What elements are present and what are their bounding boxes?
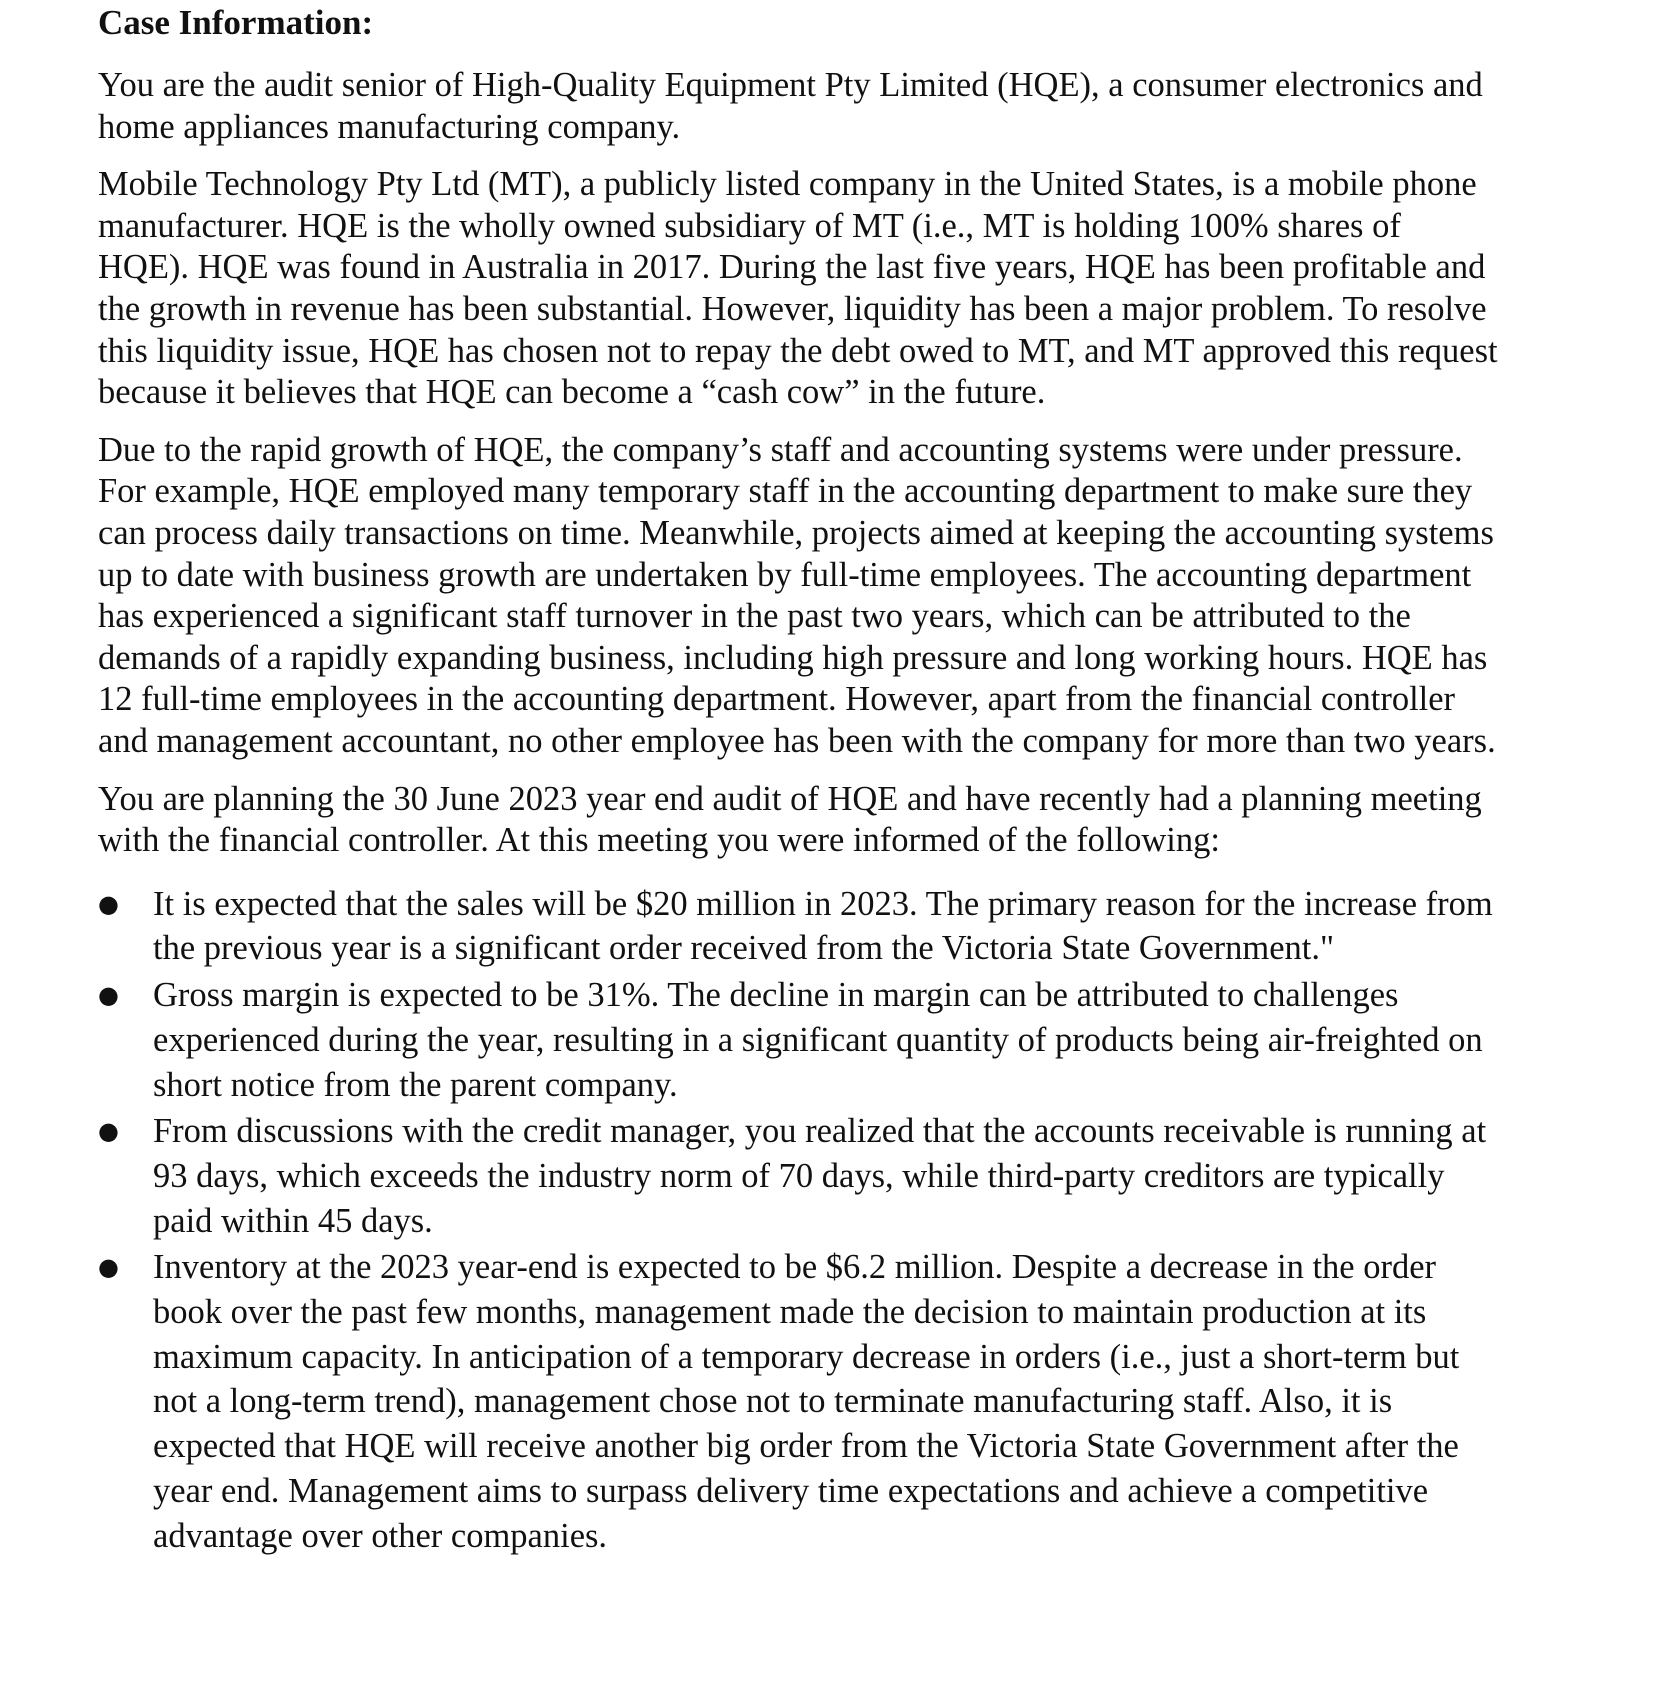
list-item-sales	[98, 882, 1498, 971]
list-item-gross-margin	[98, 973, 1498, 1107]
paragraph-intro: You are the audit senior of High-Quality Equipment Pty Limited (HQE), a consumer electronics and home appliances manufacturing company.	[98, 66, 1483, 146]
bullet-icon: ●	[98, 981, 119, 1010]
meeting-findings-list	[98, 882, 1498, 1559]
case-heading: Case Information:	[98, 3, 374, 42]
bullet-icon: ●	[98, 1117, 119, 1146]
list-item-text: It is expected that the sales will be $20 million in 2023. The primary reason for the increase from the previous year is a significant order received from the Victoria State Government."	[153, 884, 1493, 968]
list-item-inventory	[98, 1245, 1498, 1558]
list-item-text: Inventory at the 2023 year-end is expected to be $6.2 million. Despite a decrease in the order book over the past few months, management made the decision to maintain production at its maximum capacity. In anticipation of a temporary decrease in orders (i.e., just a short-term but not a long-term trend), management chose not to terminate manufacturing staff. Also, it is expected that HQE will receive another big order from the Victoria State Government after the year end. Management aims to surpass delivery time expectations and achieve a competitive advantage over other companies.	[153, 1248, 1460, 1555]
list-item-receivables	[98, 1109, 1498, 1243]
paragraph-company-background: Mobile Technology Pty Ltd (MT), a publicly listed company in the United States, is a mobile phone manufacturer. HQE is the wholly owned subsidiary of MT (i.e., MT is holding 100% shares of HQE). HQE was found in Australia in 2017. During the last five years, HQE has been profitable and the growth in revenue has been substantial. However, liquidity has been a major problem. To resolve this liquidity issue, HQE has chosen not to repay the debt owed to MT, and MT approved this request because it believes that HQE can become a “cash cow” in the future.	[98, 165, 1498, 412]
case-document	[98, 0, 1498, 1560]
paragraph-staff-systems: Due to the rapid growth of HQE, the company’s staff and accounting systems were under pressure. For example, HQE employed many temporary staff in the accounting department to make sure they can process daily transactions on time. Meanwhile, projects aimed at keeping the accounting systems up to date with business growth are undertaken by full-time employees. The accounting department has experienced a significant staff turnover in the past two years, which can be attributed to the demands of a rapidly expanding business, including high pressure and long working hours. HQE has 12 full-time employees in the accounting department. However, apart from the financial controller and management accountant, no other employee has been with the company for more than two years.	[98, 430, 1496, 760]
list-item-text: Gross margin is expected to be 31%. The decline in margin can be attributed to challenges experienced during the year, resulting in a significant quantity of products being air-freighted on short notice from the parent company.	[153, 976, 1483, 1104]
bullet-icon: ●	[98, 1253, 119, 1282]
bullet-icon: ●	[98, 889, 119, 918]
list-item-text: From discussions with the credit manager, you realized that the accounts receivable is running at 93 days, which exceeds the industry norm of 70 days, while third-party creditors are typically paid within 45 days.	[153, 1112, 1487, 1240]
paragraph-planning-meeting: You are planning the 30 June 2023 year end audit of HQE and have recently had a planning meeting with the financial controller. At this meeting you were informed of the following:	[98, 779, 1482, 860]
